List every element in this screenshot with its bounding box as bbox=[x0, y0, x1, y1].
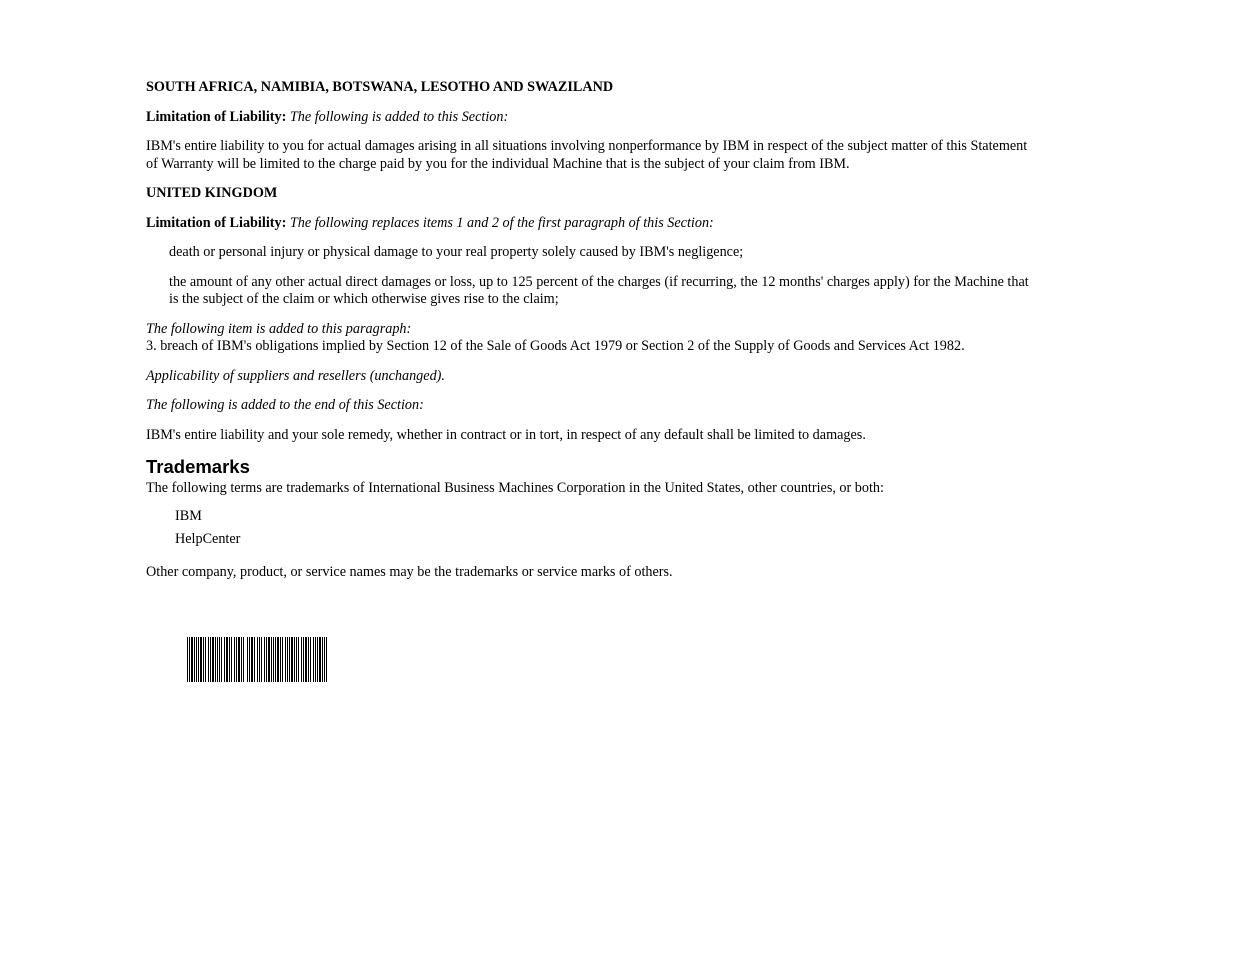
trademark-item: IBM bbox=[175, 507, 202, 524]
sa-liability-paragraph: IBM's entire liability to you for actual damages arising in all situations involving nonperformance by IBM in respect of the subject matter of this Statement of Warranty will be limited to the charge paid by you for the individual Machine that is the subject of your claim from IBM. bbox=[146, 138, 1028, 172]
uk-item-2: the amount of any other actual direct damages or loss, up to 125 percent of the charges (if recurring, the 12 months' charges apply) for the Machine that is the subject of the claim or which otherwise gives rise to the claim; bbox=[169, 273, 1029, 307]
other-trademarks-note: Other company, product, or service names may be the trademarks or service marks of others. bbox=[146, 563, 673, 580]
limitation-line-uk bbox=[146, 215, 1036, 233]
trademark-list bbox=[175, 508, 1036, 548]
limitation-label: Limitation of Liability: bbox=[146, 214, 287, 231]
trademarks-heading: Trademarks bbox=[146, 456, 250, 477]
added-item-note: The following item is added to this paragraph: bbox=[146, 320, 412, 337]
limitation-note: The following replaces items 1 and 2 of the first paragraph of this Section: bbox=[289, 214, 714, 231]
barcode-image bbox=[187, 637, 327, 682]
country-heading-uk: UNITED KINGDOM bbox=[146, 185, 278, 201]
limitation-note: The following is added to this Section: bbox=[289, 108, 509, 125]
applicability-note: Applicability of suppliers and resellers (unchanged). bbox=[146, 367, 445, 384]
uk-item-1: death or personal injury or physical damage to your real property solely caused by IBM's negligence; bbox=[169, 244, 744, 260]
limitation-label: Limitation of Liability: bbox=[146, 108, 287, 125]
trademark-item: HelpCenter bbox=[175, 530, 241, 547]
country-heading-south-africa: SOUTH AFRICA, NAMIBIA, BOTSWANA, LESOTHO AND SWAZILAND bbox=[146, 79, 614, 95]
uk-added-item-block bbox=[146, 321, 1036, 356]
uk-sole-remedy-paragraph: IBM's entire liability and your sole remedy, whether in contract or in tort, in respect of any default shall be limited to damages. bbox=[146, 426, 866, 443]
trademarks-intro: The following terms are trademarks of International Business Machines Corporation in the United States, other countries, or both: bbox=[146, 480, 884, 496]
end-of-section-note: The following is added to the end of this Section: bbox=[146, 397, 424, 413]
added-item-text: 3. breach of IBM's obligations implied by Section 12 of the Sale of Goods Act 1979 or Section 2 of the Supply of Goods and Services Act 1982. bbox=[146, 338, 965, 354]
document-page bbox=[146, 79, 1036, 581]
limitation-line-sa bbox=[146, 109, 1036, 127]
